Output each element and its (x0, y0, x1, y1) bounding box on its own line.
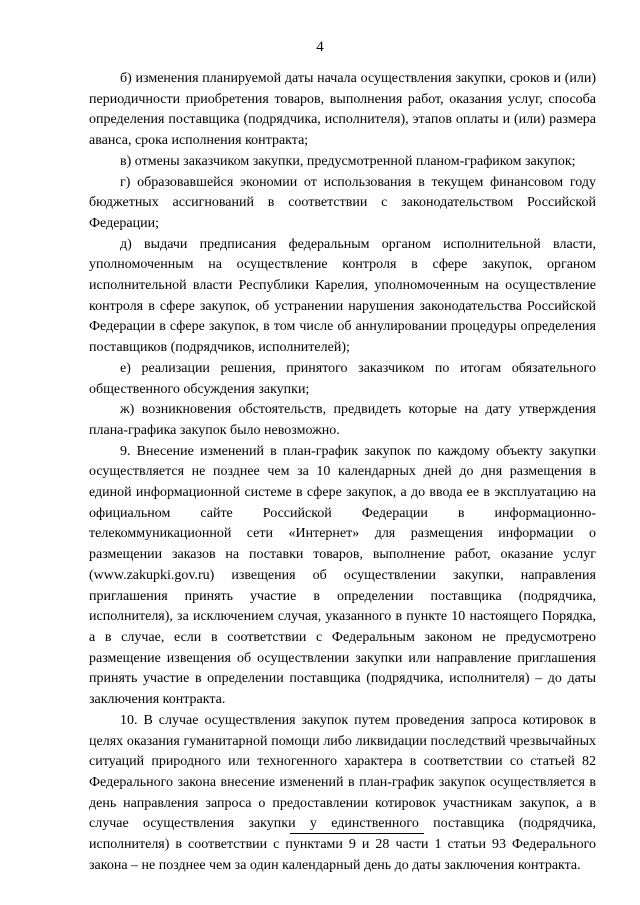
paragraph-d: д) выдачи предписания федеральным органом исполнительной власти, уполномоченным на осуществление контроля в сфере закупок, органом исполнительной власти Республики Карелия, уполномоченным на осуществление контроля в сфере закупок, об устранении нарушения законодательства Российской Федерации в сфере закупок, в том числе об аннулировании процедуры определения поставщиков (подрядчиков, исполнителей); (89, 236, 596, 356)
paragraph-9: 9. Внесение изменений в план-график закупок по каждому объекту закупки осуществляется не позднее чем за 10 календарных дней до дня размещения в единой информационной системе в сфере закупок, а до ввода ее в эксплуатацию на официальном сайте Российской Федерации в информационно-телекоммуникационной сети «Интернет» для размещения информации о размещении заказов на поставки товаров, выполнение работ, оказание услуг (www.zakupki.gov.ru) извещения об осуществлении закупки, направления приглашения принять участие в определении поставщика (подрядчика, исполнителя), за исключением случая, указанного в пункте 10 настоящего Порядка, а в случае, если в соответствии с Федеральным законом не предусмотрено размещение извещения об осуществлении закупки или направление приглашения принять участие в определении поставщика (подрядчика, исполнителя) – до даты заключения контракта. (89, 443, 596, 708)
paragraph-b: б) изменения планируемой даты начала осуществления закупки, сроков и (или) периодичности приобретения товаров, выполнения работ, оказания услуг, способа определения поставщика (подрядчика, исполнителя), этапов оплаты и (или) размера аванса, срока исполнения контракта; (89, 71, 596, 149)
paragraph-10: 10. В случае осуществления закупок путем проведения запроса котировок в целях оказания гуманитарной помощи либо ликвидации последствий чрезвычайных ситуаций природного или техногенного характера в соответствии со статьей 82 Федерального закона внесение изменений в план-график закупок осуществляется в день направления запроса о предоставлении котировок участникам закупок, а в случае осуществления закупки у единственного поставщика (подрядчика, исполнителя) в соответствии с пунктами 9 и 28 части 1 статьи 93 Федерального закона – не позднее чем за один календарный день до даты заключения контракта. (89, 712, 596, 873)
paragraph-g: г) образовавшейся экономии от использования в текущем финансовом году бюджетных ассигнований в соответствии с законодательством Российской Федерации; (89, 174, 596, 231)
document-body (89, 69, 596, 876)
footer-divider (290, 833, 424, 834)
paragraph-e: е) реализации решения, принятого заказчиком по итогам обязательного общественного обсуждения закупки; (89, 360, 596, 397)
paragraph-zh: ж) возникновения обстоятельств, предвидеть которые на дату утверждения плана-графика закупок было невозможно. (89, 402, 596, 438)
page-number: 4 (316, 39, 324, 55)
paragraph-v: в) отмены заказчиком закупки, предусмотренной планом-графиком закупок; (120, 153, 576, 169)
